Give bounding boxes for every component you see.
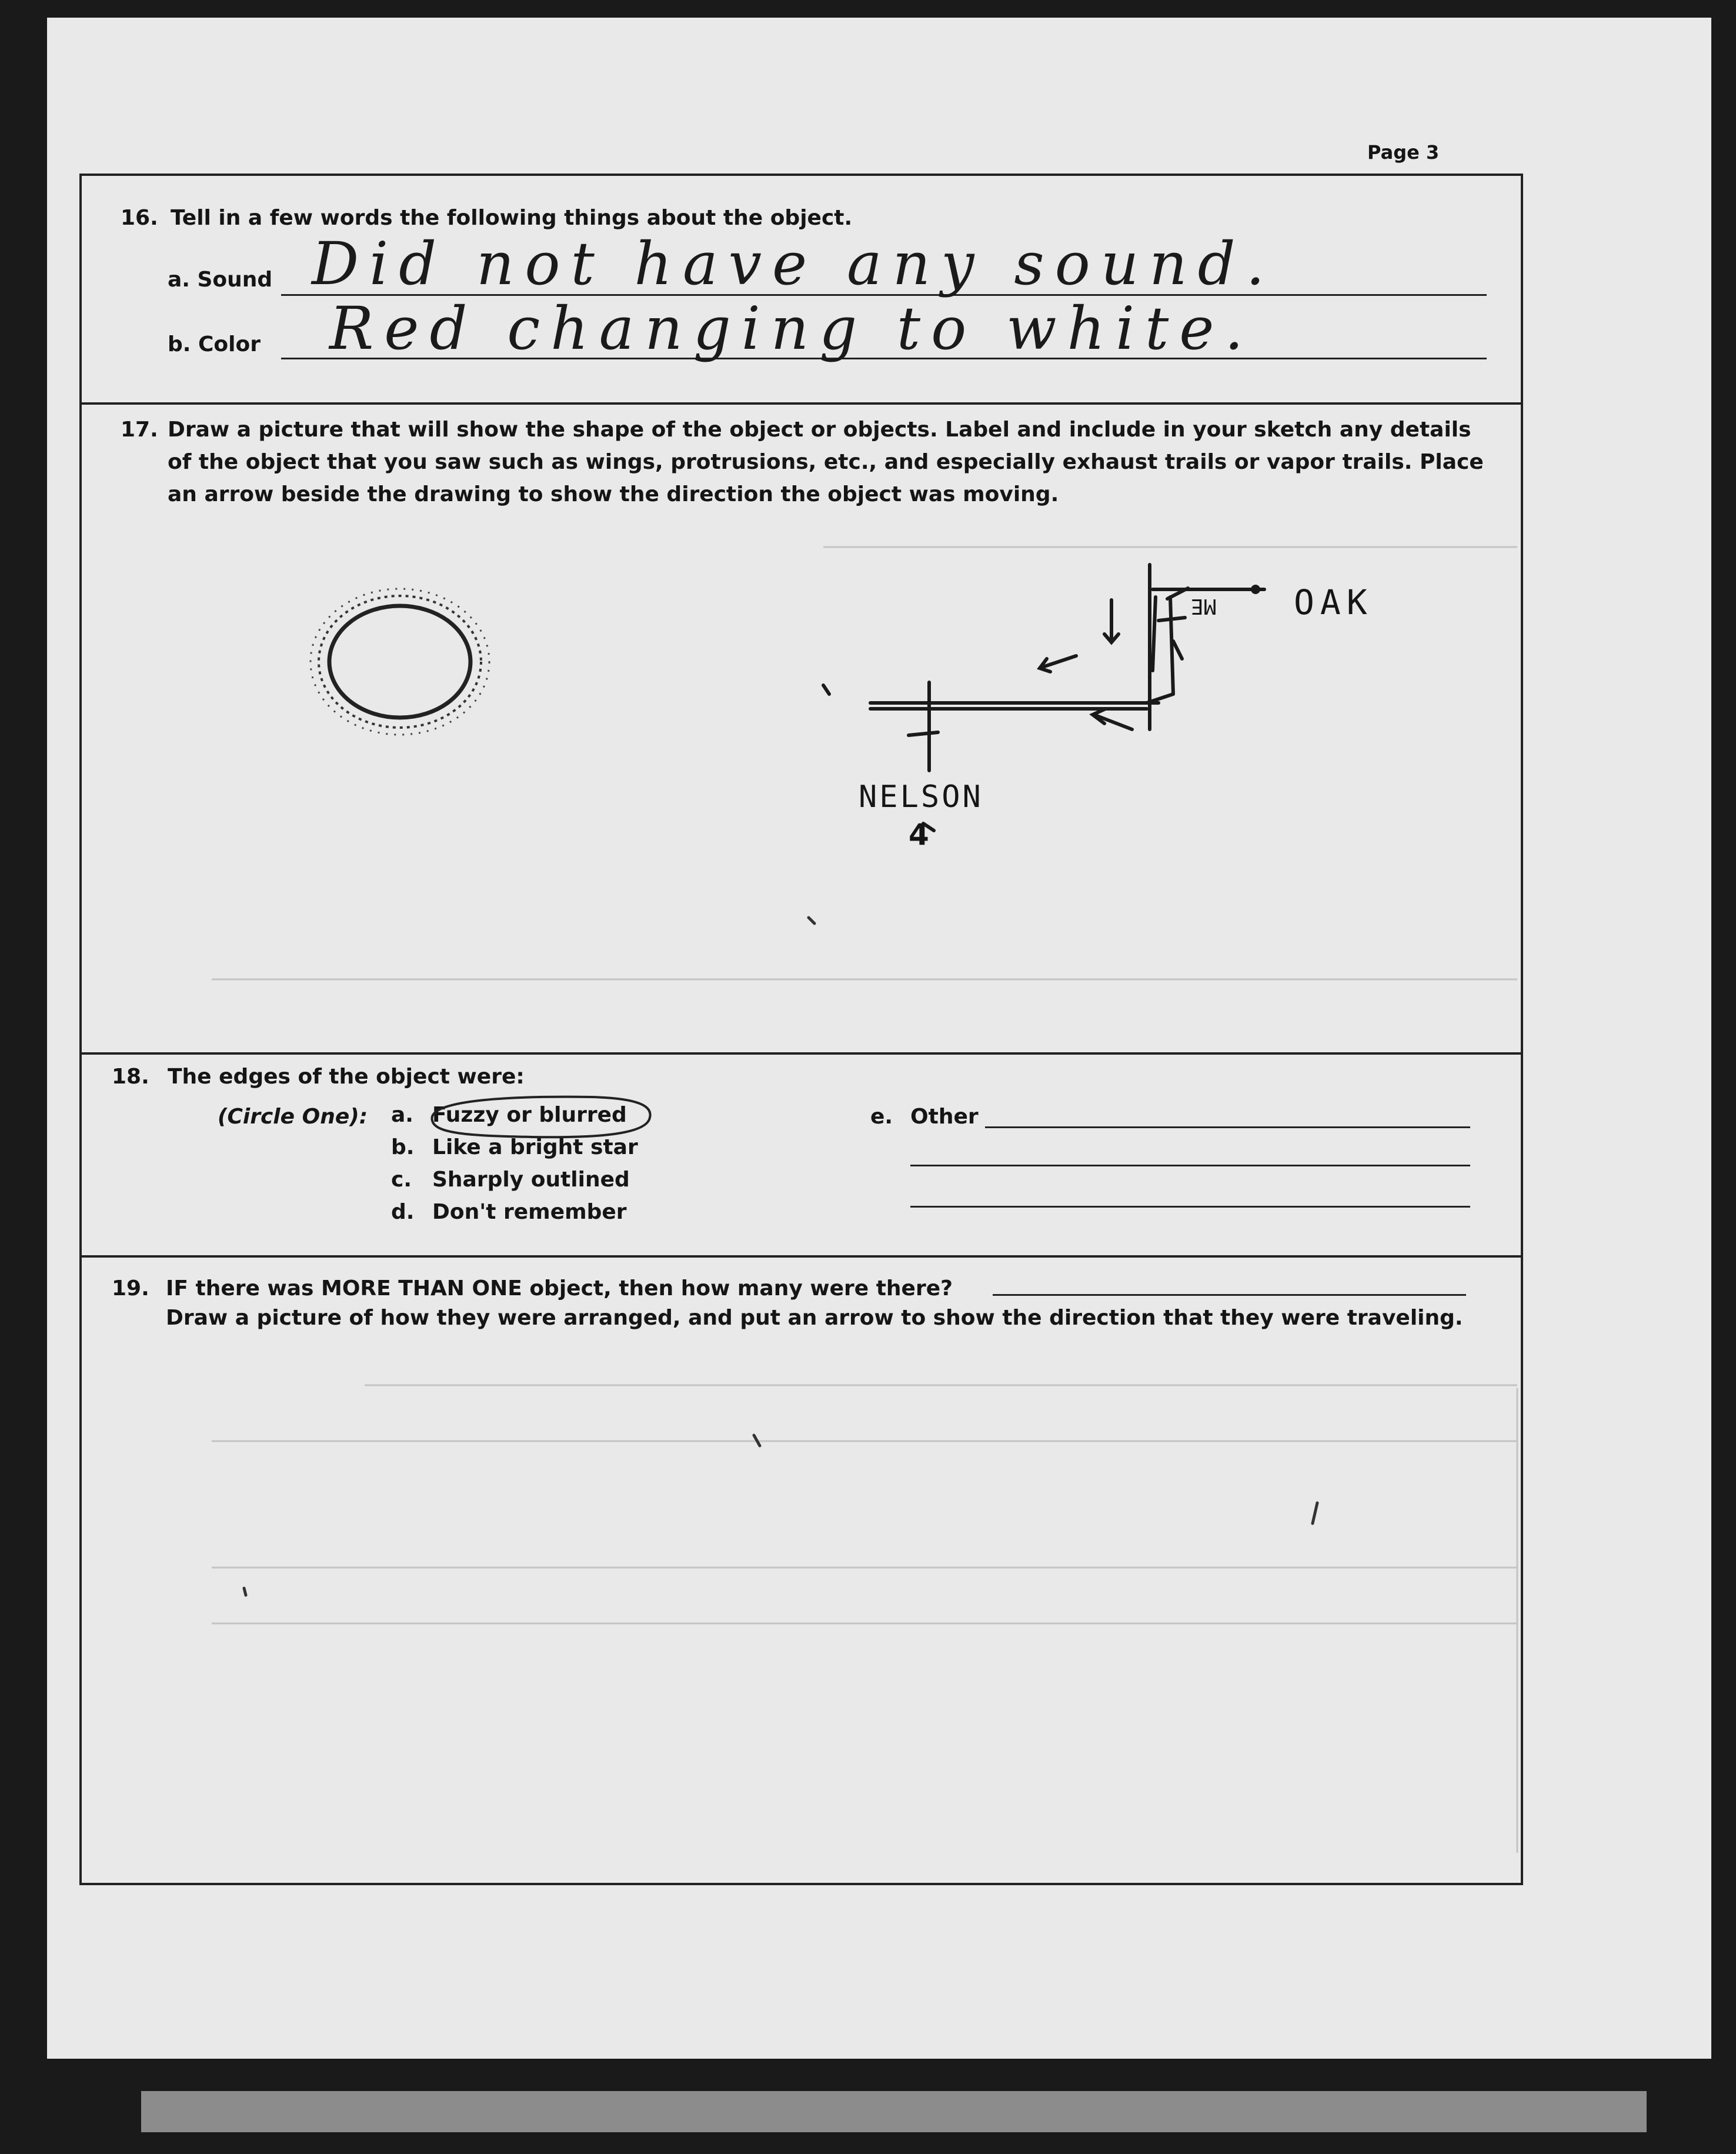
- q19-line2: Draw a picture of how they were arranged, and put an arrow to show the direction that they were traveling.: [166, 1306, 1463, 1330]
- option-letter: c.: [391, 1168, 412, 1192]
- q19-line1: IF there was MORE THAN ONE object, then how many were there?: [166, 1276, 953, 1301]
- sketch-label-me: ME: [1191, 594, 1217, 618]
- option-letter: d.: [391, 1200, 415, 1224]
- q18-prompt: The edges of the object were:: [168, 1065, 525, 1089]
- sound-label: a. Sound: [168, 268, 273, 292]
- q16-number: 16.: [121, 206, 158, 230]
- page-number: Page 3: [1367, 141, 1440, 164]
- q17-line2: of the object that you saw such as wings, protrusions, etc., and especially exhaust trails or vapor trails. Place: [168, 450, 1484, 474]
- option-letter: a.: [391, 1103, 413, 1127]
- sound-answer[interactable]: Did not have any sound.: [312, 229, 1276, 298]
- q17-line3: an arrow beside the drawing to show the direction the object was moving.: [168, 482, 1059, 506]
- other-letter: e.: [870, 1105, 893, 1129]
- q16-prompt: Tell in a few words the following things about the object.: [171, 206, 853, 230]
- sketch-label-route: 4: [909, 818, 929, 852]
- color-label: b. Color: [168, 332, 261, 356]
- option-text: Like a bright star: [432, 1135, 638, 1159]
- option-text: Sharply outlined: [432, 1168, 630, 1192]
- option-text: Don't remember: [432, 1200, 627, 1224]
- color-answer[interactable]: Red changing to white.: [329, 294, 1254, 363]
- q17-line1: Draw a picture that will show the shape of the object or objects. Label and include in your sketch any details: [168, 418, 1471, 442]
- sketch-label-oak: OAK: [1294, 582, 1373, 622]
- option-text: Fuzzy or blurred: [432, 1103, 627, 1127]
- q18-number: 18.: [112, 1065, 149, 1089]
- other-label: Other: [910, 1105, 979, 1129]
- q17-number: 17.: [121, 418, 158, 442]
- q19-number: 19.: [112, 1276, 149, 1301]
- sketch-label-nelson: NELSON: [859, 779, 983, 815]
- option-letter: b.: [391, 1135, 415, 1159]
- circle-one-label: (Circle One):: [218, 1105, 368, 1129]
